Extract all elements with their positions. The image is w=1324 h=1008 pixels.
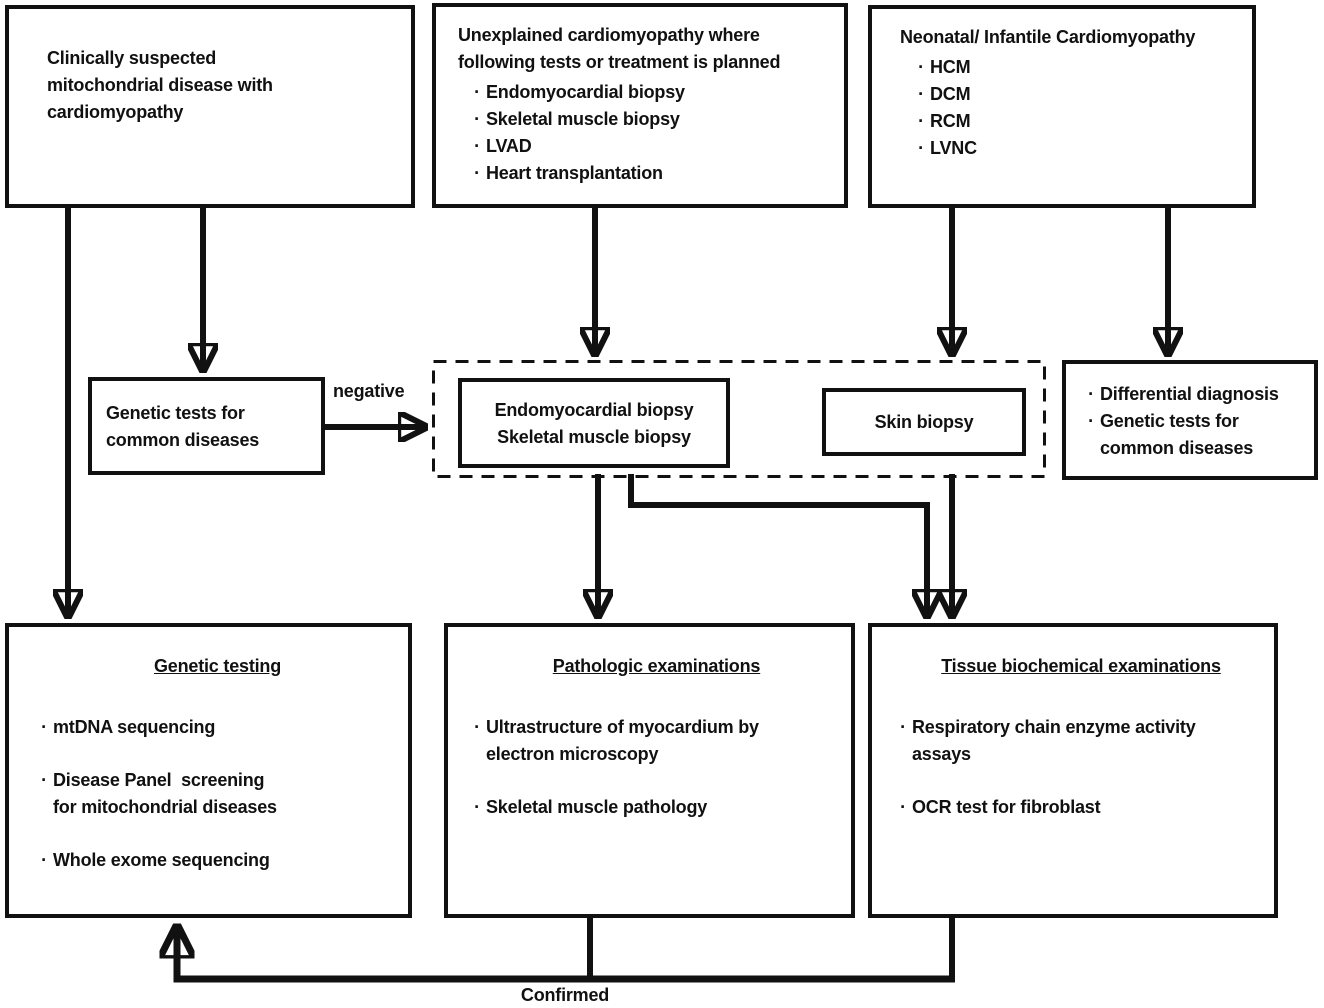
list-item	[468, 794, 845, 821]
arrow-confirmed-to-genetic-testing	[177, 925, 955, 979]
list-item-text: electron microscopy	[486, 744, 659, 764]
bullet-icon	[468, 79, 486, 106]
list-item-text: LVAD	[486, 136, 532, 156]
box-text-line: Endomyocardial biopsy	[494, 400, 694, 420]
bullet-icon	[35, 847, 53, 874]
box-title-line: following tests or treatment is planned	[458, 52, 781, 72]
bullet-icon	[468, 714, 486, 741]
box-title: Pathologic examinations	[552, 656, 761, 676]
box-text-line: mitochondrial disease with	[47, 75, 273, 95]
box-text-line: common diseases	[106, 430, 260, 450]
list-item	[468, 133, 836, 160]
list-item-text: DCM	[930, 84, 971, 104]
list-item-text: LVNC	[930, 138, 977, 158]
skin-biopsy-box	[822, 388, 1026, 456]
unexplained-cardiomyopathy-box	[432, 3, 848, 208]
list-item-text: mtDNA sequencing	[53, 717, 216, 737]
list-item-text: Skeletal muscle biopsy	[486, 109, 680, 129]
negative-edge-label: negative	[333, 381, 405, 401]
genetic-tests-common-diseases-box	[88, 377, 325, 475]
list-item-text: Endomyocardial biopsy	[486, 82, 685, 102]
box-title-line: Unexplained cardiomyopathy where	[458, 25, 760, 45]
list-item-text: HCM	[930, 57, 971, 77]
list-item-text: Respiratory chain enzyme activity	[912, 717, 1196, 737]
bullet-icon	[468, 794, 486, 821]
bullet-icon	[468, 160, 486, 187]
pathologic-examinations-box	[444, 623, 855, 918]
bullet-icon	[912, 81, 930, 108]
list-item	[912, 135, 1244, 162]
list-item-text: OCR test for fibroblast	[912, 797, 1101, 817]
box-text-line: Clinically suspected	[47, 48, 217, 68]
list-item-text: assays	[912, 744, 971, 764]
list-item	[1082, 408, 1310, 462]
bullet-icon	[1082, 381, 1100, 408]
bullet-icon	[1082, 408, 1100, 435]
list-item	[468, 79, 836, 106]
list-item	[468, 714, 845, 768]
clinically-suspected-box	[5, 5, 415, 208]
list-item	[912, 81, 1244, 108]
bullet-icon	[468, 133, 486, 160]
tissue-biochemical-examinations-box	[868, 623, 1278, 918]
bullet-icon	[912, 108, 930, 135]
list-item-text: for mitochondrial diseases	[53, 797, 277, 817]
list-item	[912, 54, 1244, 81]
box-text-line: Skeletal muscle biopsy	[497, 427, 691, 447]
bullet-list	[458, 79, 836, 187]
list-item-text: Ultrastructure of myocardium by	[486, 717, 759, 737]
list-item	[468, 160, 836, 187]
bullet-icon	[912, 135, 930, 162]
box-text-line: Skin biopsy	[874, 411, 974, 432]
list-item	[894, 714, 1268, 768]
neonatal-infantile-cardiomyopathy-box	[868, 5, 1256, 208]
bullet-list	[900, 54, 1244, 162]
box-title: Tissue biochemical examinations	[941, 656, 1221, 676]
box-text-line: cardiomyopathy	[47, 102, 184, 122]
list-item	[912, 108, 1244, 135]
box-title-line: Neonatal/ Infantile Cardiomyopathy	[900, 27, 1196, 47]
bullet-icon	[894, 714, 912, 741]
bullet-icon	[468, 106, 486, 133]
list-item	[35, 767, 400, 821]
list-item-text: Genetic tests for	[1100, 411, 1239, 431]
list-item	[894, 794, 1268, 821]
box-title: Genetic testing	[153, 656, 282, 676]
list-item-text: common diseases	[1100, 438, 1254, 458]
list-item-text: RCM	[930, 111, 971, 131]
list-item	[468, 106, 836, 133]
confirmed-edge-label: Confirmed	[520, 985, 610, 1005]
list-item-text: Heart transplantation	[486, 163, 663, 183]
bullet-icon	[894, 794, 912, 821]
list-item-text: Whole exome sequencing	[53, 850, 270, 870]
list-item-text: Differential diagnosis	[1100, 384, 1279, 404]
list-item	[35, 714, 400, 741]
differential-diagnosis-box	[1062, 360, 1318, 480]
list-item-text: Disease Panel screening	[53, 770, 265, 790]
endomyocardial-skeletal-biopsy-box	[458, 378, 730, 468]
list-item-text: Skeletal muscle pathology	[486, 797, 708, 817]
bullet-icon	[35, 714, 53, 741]
list-item	[1082, 381, 1310, 408]
bullet-icon	[912, 54, 930, 81]
list-item	[35, 847, 400, 874]
genetic-testing-box	[5, 623, 412, 918]
arrow-biopsy-to-tissue	[631, 474, 927, 618]
box-text-line: Genetic tests for	[106, 403, 245, 423]
bullet-icon	[35, 767, 53, 794]
